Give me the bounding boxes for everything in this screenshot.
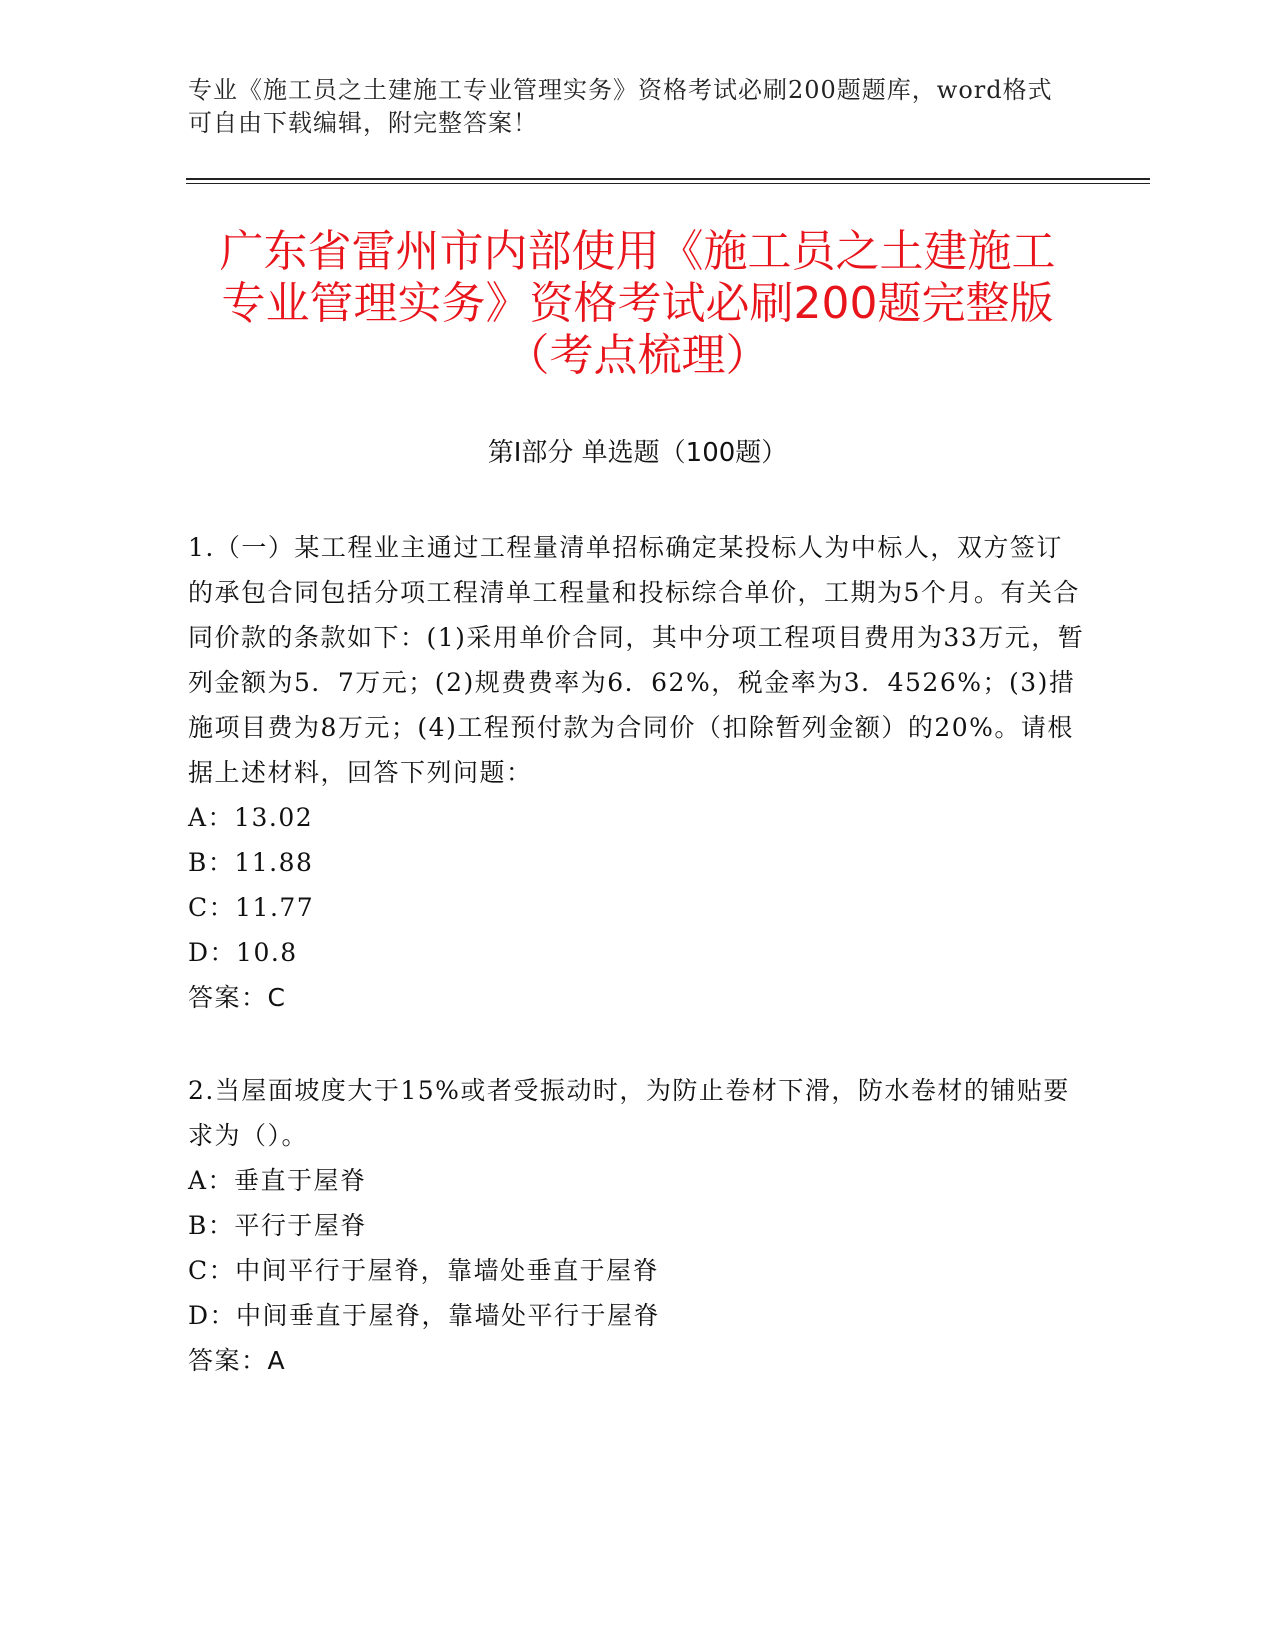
question-stem: 1.（一）某工程业主通过工程量清单招标确定某投标人为中标人，双方签订的承包合同包括分项工程清单工程量和投标综合单价，工期为5个月。有关合同价款的条款如下：(1)采用单价合同，其中分项工程项目费用为33万元，暂列金额为5．7万元；(2)规费费率为6．62%，税金率为3．4526%；(3)措施项目费为8万元；(4)工程预付款为合同价（扣除暂列金额）的20%。请根据上述材料，回答下列问题： <box>188 533 1085 787</box>
option-c: C：中间平行于屋脊，靠墙处垂直于屋脊 <box>188 1256 660 1285</box>
header-divider-thick <box>186 178 1150 180</box>
document-title-line-3: （考点梳理） <box>505 330 770 381</box>
option-d: D：中间垂直于屋脊，靠墙处平行于屋脊 <box>188 1301 661 1330</box>
document-title <box>150 226 1125 382</box>
option-c: C：11.77 <box>188 893 315 922</box>
document-title-line-1: 广东省雷州市内部使用《施工员之土建施工 <box>219 226 1056 277</box>
answer-line: 答案：C <box>188 983 287 1012</box>
header-note: 专业《施工员之土建施工专业管理实务》资格考试必刷200题题库，word格式可自由下载编辑，附完整答案！ <box>188 76 1053 137</box>
option-d: D：10.8 <box>188 938 298 967</box>
document-title-line-2: 专业管理实务》资格考试必刷200题完整版 <box>221 278 1054 329</box>
question-2 <box>188 1068 1088 1383</box>
option-a: A：垂直于屋脊 <box>188 1166 367 1195</box>
header-divider-thin <box>186 183 1150 184</box>
question-stem: 2.当屋面坡度大于15%或者受振动时，为防止卷材下滑，防水卷材的铺贴要求为（）。 <box>188 1076 1070 1150</box>
option-a: A：13.02 <box>188 803 314 832</box>
question-1 <box>188 525 1088 1020</box>
answer-line: 答案：A <box>188 1346 287 1375</box>
option-b: B：平行于屋脊 <box>188 1211 367 1240</box>
option-b: B：11.88 <box>188 848 314 877</box>
section-title: 第Ⅰ部分 单选题（100题） <box>487 438 788 468</box>
